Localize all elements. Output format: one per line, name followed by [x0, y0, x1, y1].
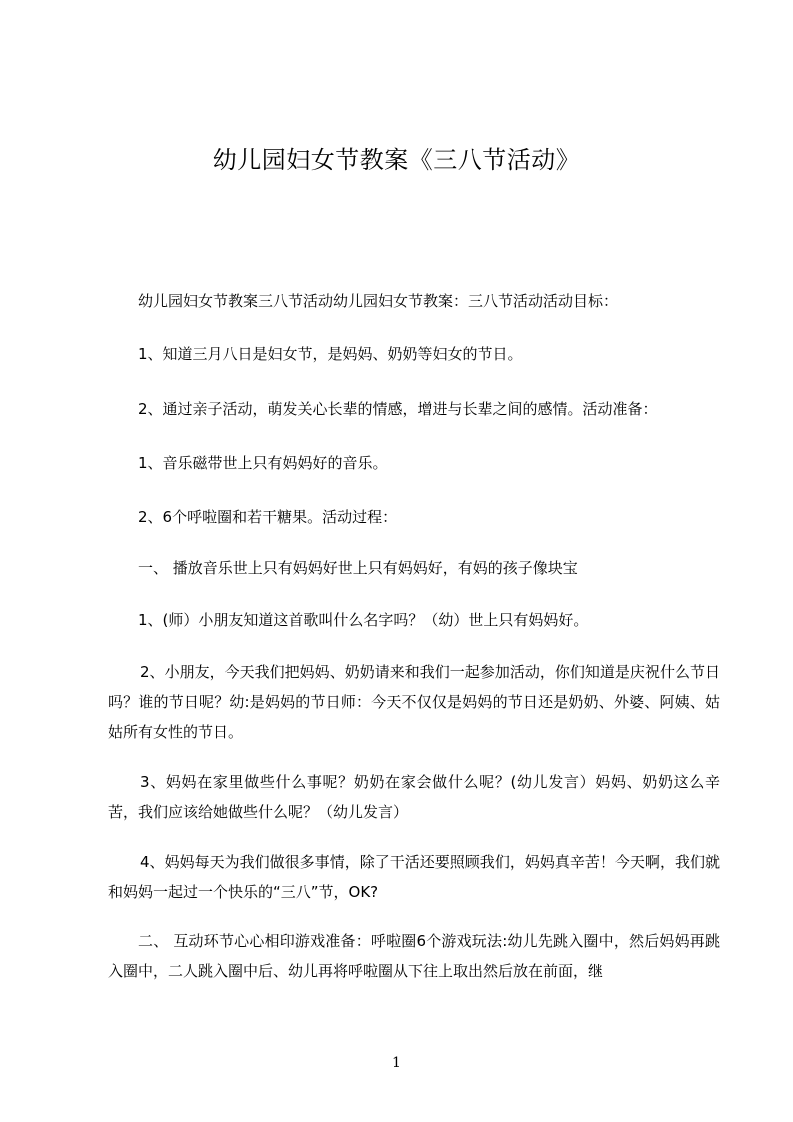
paragraph-goal-1: 1、知道三月八日是妇女节，是妈妈、奶奶等妇女的节日。: [138, 345, 523, 363]
paragraph-goal-2: 2、通过亲子活动，萌发关心长辈的情感，增进与长辈之间的感情。活动准备：: [138, 400, 658, 418]
paragraph-intro: 幼儿园妇女节教案三八节活动幼儿园妇女节教案：三八节活动活动目标：: [138, 292, 619, 310]
paragraph-section-1: 一、 播放音乐世上只有妈妈好世上只有妈妈好，有妈的孩子像块宝: [138, 559, 578, 577]
paragraph-prep-2: 2、6个呼啦圈和若干糖果。活动过程：: [138, 508, 398, 526]
paragraph-step-2: 2、小朋友，今天我们把妈妈、奶奶请来和我们一起参加活动，你们知道是庆祝什么节日吗？谁的节日呢？幼:是妈妈的节日师：今天不仅仅是妈妈的节日还是奶奶、外婆、阿姨、姑姑所有女性的节日。: [108, 663, 720, 741]
page-number: 1: [392, 1055, 401, 1071]
document-title: 幼儿园妇女节教案《三八节活动》: [212, 146, 581, 174]
paragraph-prep-1: 1、音乐磁带世上只有妈妈好的音乐。: [138, 454, 388, 472]
paragraph-section-2: 二、 互动环节心心相印游戏准备：呼啦圈6个游戏玩法:幼儿先跳入圈中，然后妈妈再跳入圈中，二人跳入圈中后、幼儿再将呼啦圈从下往上取出然后放在前面，继: [108, 932, 720, 980]
paragraph-step-4: 4、妈妈每天为我们做很多事情，除了干活还要照顾我们，妈妈真辛苦！今天啊，我们就和妈妈一起过一个快乐的“三八”节，OK?: [108, 853, 720, 901]
paragraph-step-3: 3、妈妈在家里做些什么事呢？奶奶在家会做什么呢？(幼儿发言）妈妈、奶奶这么辛苦，我们应该给她做些什么呢？（幼儿发言）: [108, 773, 720, 821]
paragraph-step-1: 1、(师）小朋友知道这首歌叫什么名字吗？（幼）世上只有妈妈好。: [138, 611, 589, 629]
